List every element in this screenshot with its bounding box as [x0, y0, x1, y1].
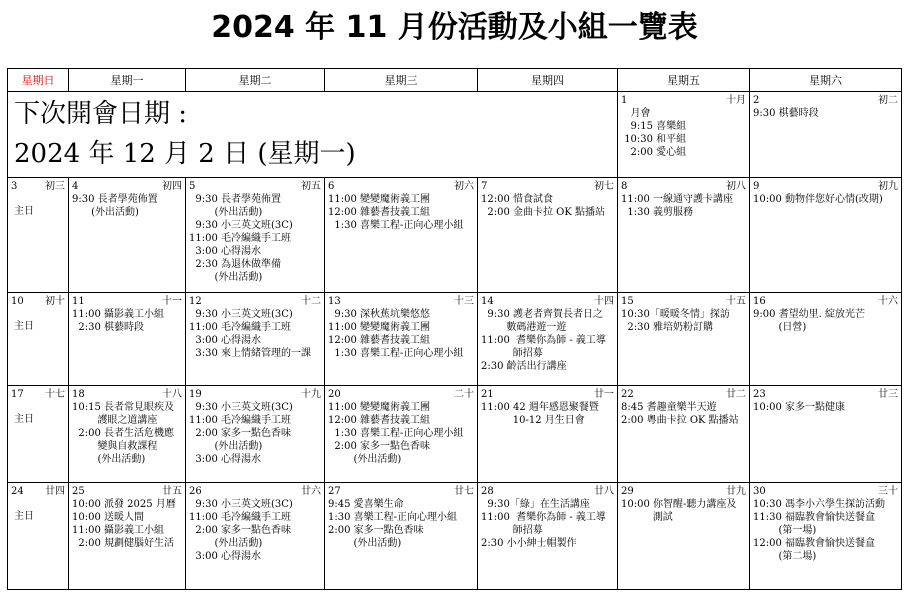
lunar-date: 廿五 — [162, 485, 182, 497]
day-number: 6 — [328, 181, 335, 193]
day-cell — [186, 293, 325, 385]
lunar-date: 廿一 — [594, 388, 614, 400]
day-number: 30 — [753, 485, 766, 497]
day-cell — [478, 482, 618, 589]
day-cell — [186, 482, 325, 589]
day-events: 11:00 42 週年感恩聚餐暨 10-12 月生日會 — [481, 401, 599, 426]
day-number: 8 — [621, 181, 628, 193]
day-events: 12:00 惜食試食 2:00 金曲卡拉 OK 點播站 — [481, 194, 606, 219]
day-number: 26 — [189, 485, 202, 497]
day-cell — [750, 92, 902, 178]
day-events: 10:30「暖暖冬情」探訪 2:30 雅培奶粉訂購 — [621, 309, 730, 334]
lunar-date: 廿八 — [594, 485, 614, 497]
lunar-date: 初二 — [878, 95, 898, 107]
sunday-label: 主日 — [14, 413, 34, 425]
day-number: 1 — [621, 95, 628, 107]
weekday-saturday: 星期六 — [750, 69, 902, 92]
day-number: 17 — [11, 388, 24, 400]
day-number: 12 — [189, 296, 202, 308]
day-number: 3 — [11, 181, 18, 193]
day-events: 10:00 動物伴您好心情(改期) — [753, 194, 883, 206]
sunday-cell — [8, 385, 69, 482]
day-cell — [69, 293, 186, 385]
day-cell — [618, 92, 750, 178]
week-row — [8, 385, 902, 482]
next-meeting-date: 2024 年 12 月 2 日 (星期一) — [14, 139, 356, 170]
day-events: 9:30 小三英文班(3C) 11:00 毛冷編織手工班 2:00 家多一點色香味 (外出活動) 3:00 心得湯水 — [189, 401, 293, 465]
day-cell — [325, 385, 478, 482]
sunday-label: 主日 — [14, 321, 34, 333]
day-number: 22 — [621, 388, 634, 400]
day-number: 16 — [753, 296, 766, 308]
day-number: 25 — [72, 485, 85, 497]
day-cell — [325, 482, 478, 589]
day-number: 24 — [11, 485, 24, 497]
lunar-date: 廿二 — [726, 388, 746, 400]
lunar-date: 初五 — [301, 181, 321, 193]
lunar-date: 十五 — [726, 296, 746, 308]
day-cell — [618, 293, 750, 385]
day-number: 10 — [11, 296, 24, 308]
day-events: 9:30 長者學苑佈置 (外出活動) 9:30 小三英文班(3C) 11:00 毛冷編織手工班 3:00 心得湯水 2:30 為退休做準備 (外出活動) — [189, 194, 293, 284]
day-number: 7 — [481, 181, 488, 193]
weekday-friday: 星期五 — [618, 69, 750, 92]
day-events: 9:45 愛喜樂生命 1:30 喜樂工程-正向心理小組 2:00 家多一點色香味 (外出活動) — [328, 498, 458, 549]
day-cell — [325, 293, 478, 385]
day-number: 13 — [328, 296, 341, 308]
day-events: 9:30 棋藝時段 — [753, 108, 819, 120]
weekday-monday: 星期一 — [69, 69, 186, 92]
sunday-cell — [8, 293, 69, 385]
lunar-date: 十八 — [162, 388, 182, 400]
day-number: 4 — [72, 181, 79, 193]
day-number: 28 — [481, 485, 494, 497]
weekday-tuesday: 星期二 — [186, 69, 325, 92]
lunar-date: 廿四 — [45, 485, 65, 497]
day-cell — [750, 385, 902, 482]
next-meeting-cell — [8, 92, 618, 178]
day-cell — [325, 178, 478, 293]
day-events: 11:00 一線通守護卡講座 1:30 義剪服務 — [621, 194, 733, 219]
day-events: 9:30 長者學苑佈置 (外出活動) — [72, 194, 158, 219]
day-events: 9:30 深秋蕉坑樂悠悠 11:00 變變魔術義工團 12:00 雜藝耆技義工組 1:30 喜樂工程-正向心理小組 — [328, 309, 464, 360]
day-events: 10:00 派發 2025 月曆 10:00 送暖人間 11:00 攝影義工小組 2:00 規劃健腦好生活 — [72, 498, 176, 549]
weekday-header-row — [8, 69, 902, 92]
lunar-date: 十三 — [454, 296, 474, 308]
day-events: 9:30 小三英文班(3C) 11:00 毛冷編織手工班 2:00 家多一點色香味 (外出活動) 3:00 心得湯水 — [189, 498, 293, 562]
day-cell — [618, 178, 750, 293]
lunar-date: 初四 — [162, 181, 182, 193]
day-number: 14 — [481, 296, 494, 308]
lunar-date: 十一 — [162, 296, 182, 308]
week-row — [8, 293, 902, 385]
lunar-date: 十六 — [878, 296, 898, 308]
day-events: 10:15 長者常見眼疾及 護眼之道講座 2:00 長者生活危機應 變與自救課程 (外出活動) — [72, 401, 174, 465]
week-row — [8, 178, 902, 293]
day-events: 月會 9:15 喜樂組 10:30 和平組 2:00 愛心組 — [624, 108, 687, 159]
lunar-date: 廿三 — [878, 388, 898, 400]
day-events: 9:30「綠」在生活講座 11:00 耆樂你為師 - 義工導 師招募 2:30 小小紳士帽製作 — [481, 498, 606, 549]
day-cell — [750, 293, 902, 385]
week-row — [8, 482, 902, 589]
day-events: 9:30 護老者齊賀長者日之 數碼港遊一遊 11:00 耆樂你為師 - 義工導 師招募 2:30 齡活出行講座 — [481, 309, 606, 373]
calendar-table — [7, 68, 902, 590]
day-events: 10:30 馮李小六學生探訪活動 11:30 福臨教會愉快送餐盒 (第一場) 12:00 福臨教會愉快送餐盒 (第二場) — [753, 498, 885, 562]
day-cell — [478, 178, 618, 293]
day-number: 23 — [753, 388, 766, 400]
day-number: 20 — [328, 388, 341, 400]
day-events: 11:00 變變魔術義工團 12:00 雜藝耆技義工組 1:30 喜樂工程-正向心理小組 2:00 家多一點色香味 (外出活動) — [328, 401, 464, 465]
day-cell — [186, 178, 325, 293]
week-row — [8, 92, 902, 178]
day-number: 27 — [328, 485, 341, 497]
lunar-date: 廿七 — [454, 485, 474, 497]
day-number: 9 — [753, 181, 760, 193]
day-number: 29 — [621, 485, 634, 497]
day-events: 9:00 耆望幼里. 綻放光芒 (日營) — [753, 309, 865, 334]
weekday-thursday: 星期四 — [478, 69, 618, 92]
lunar-date: 廿六 — [301, 485, 321, 497]
day-cell — [750, 482, 902, 589]
day-cell — [478, 385, 618, 482]
sunday-label: 主日 — [14, 510, 34, 522]
day-cell — [478, 293, 618, 385]
day-number: 18 — [72, 388, 85, 400]
lunar-date: 十四 — [594, 296, 614, 308]
lunar-date: 十二 — [301, 296, 321, 308]
day-cell — [69, 482, 186, 589]
page-title: 2024 年 11 月份活動及小組一覽表 — [211, 10, 698, 45]
day-cell — [69, 385, 186, 482]
day-number: 2 — [753, 95, 760, 107]
day-cell — [186, 385, 325, 482]
day-events: 11:00 變變魔術義工團 12:00 雜藝耆技義工組 1:30 喜樂工程-正向心理小組 — [328, 194, 464, 232]
day-cell — [618, 482, 750, 589]
day-events: 10:00 你智醒-聽力講座及 測試 — [621, 498, 737, 523]
sunday-label: 主日 — [14, 206, 34, 218]
lunar-date: 初七 — [594, 181, 614, 193]
sunday-cell — [8, 482, 69, 589]
day-number: 15 — [621, 296, 634, 308]
weekday-sunday: 星期日 — [8, 69, 69, 92]
lunar-date: 初八 — [726, 181, 746, 193]
day-events: 10:00 家多一點健康 — [753, 401, 845, 413]
lunar-date: 廿九 — [726, 485, 746, 497]
day-number: 19 — [189, 388, 202, 400]
day-cell — [618, 385, 750, 482]
sunday-cell — [8, 178, 69, 293]
day-number: 5 — [189, 181, 196, 193]
lunar-date: 初九 — [878, 181, 898, 193]
lunar-date: 十九 — [301, 388, 321, 400]
lunar-date: 十七 — [45, 388, 65, 400]
day-number: 21 — [481, 388, 494, 400]
next-meeting-label: 下次開會日期 : — [14, 99, 188, 130]
lunar-date: 二十 — [454, 388, 474, 400]
day-events: 8:45 耆趣童樂半天遊 2:00 粵曲卡拉 OK 點播站 — [621, 401, 739, 426]
lunar-date: 十月 — [726, 95, 746, 107]
day-events: 9:30 小三英文班(3C) 11:00 毛冷編織手工班 3:00 心得湯水 3:30 來上情緒管理的一課 — [189, 309, 311, 360]
lunar-date: 初十 — [45, 296, 65, 308]
lunar-date: 初三 — [45, 181, 65, 193]
weekday-wednesday: 星期三 — [325, 69, 478, 92]
day-cell — [69, 178, 186, 293]
day-number: 11 — [72, 296, 85, 308]
lunar-date: 三十 — [878, 485, 898, 497]
lunar-date: 初六 — [454, 181, 474, 193]
day-cell — [750, 178, 902, 293]
day-events: 11:00 攝影義工小組 2:30 棋藝時段 — [72, 309, 164, 334]
